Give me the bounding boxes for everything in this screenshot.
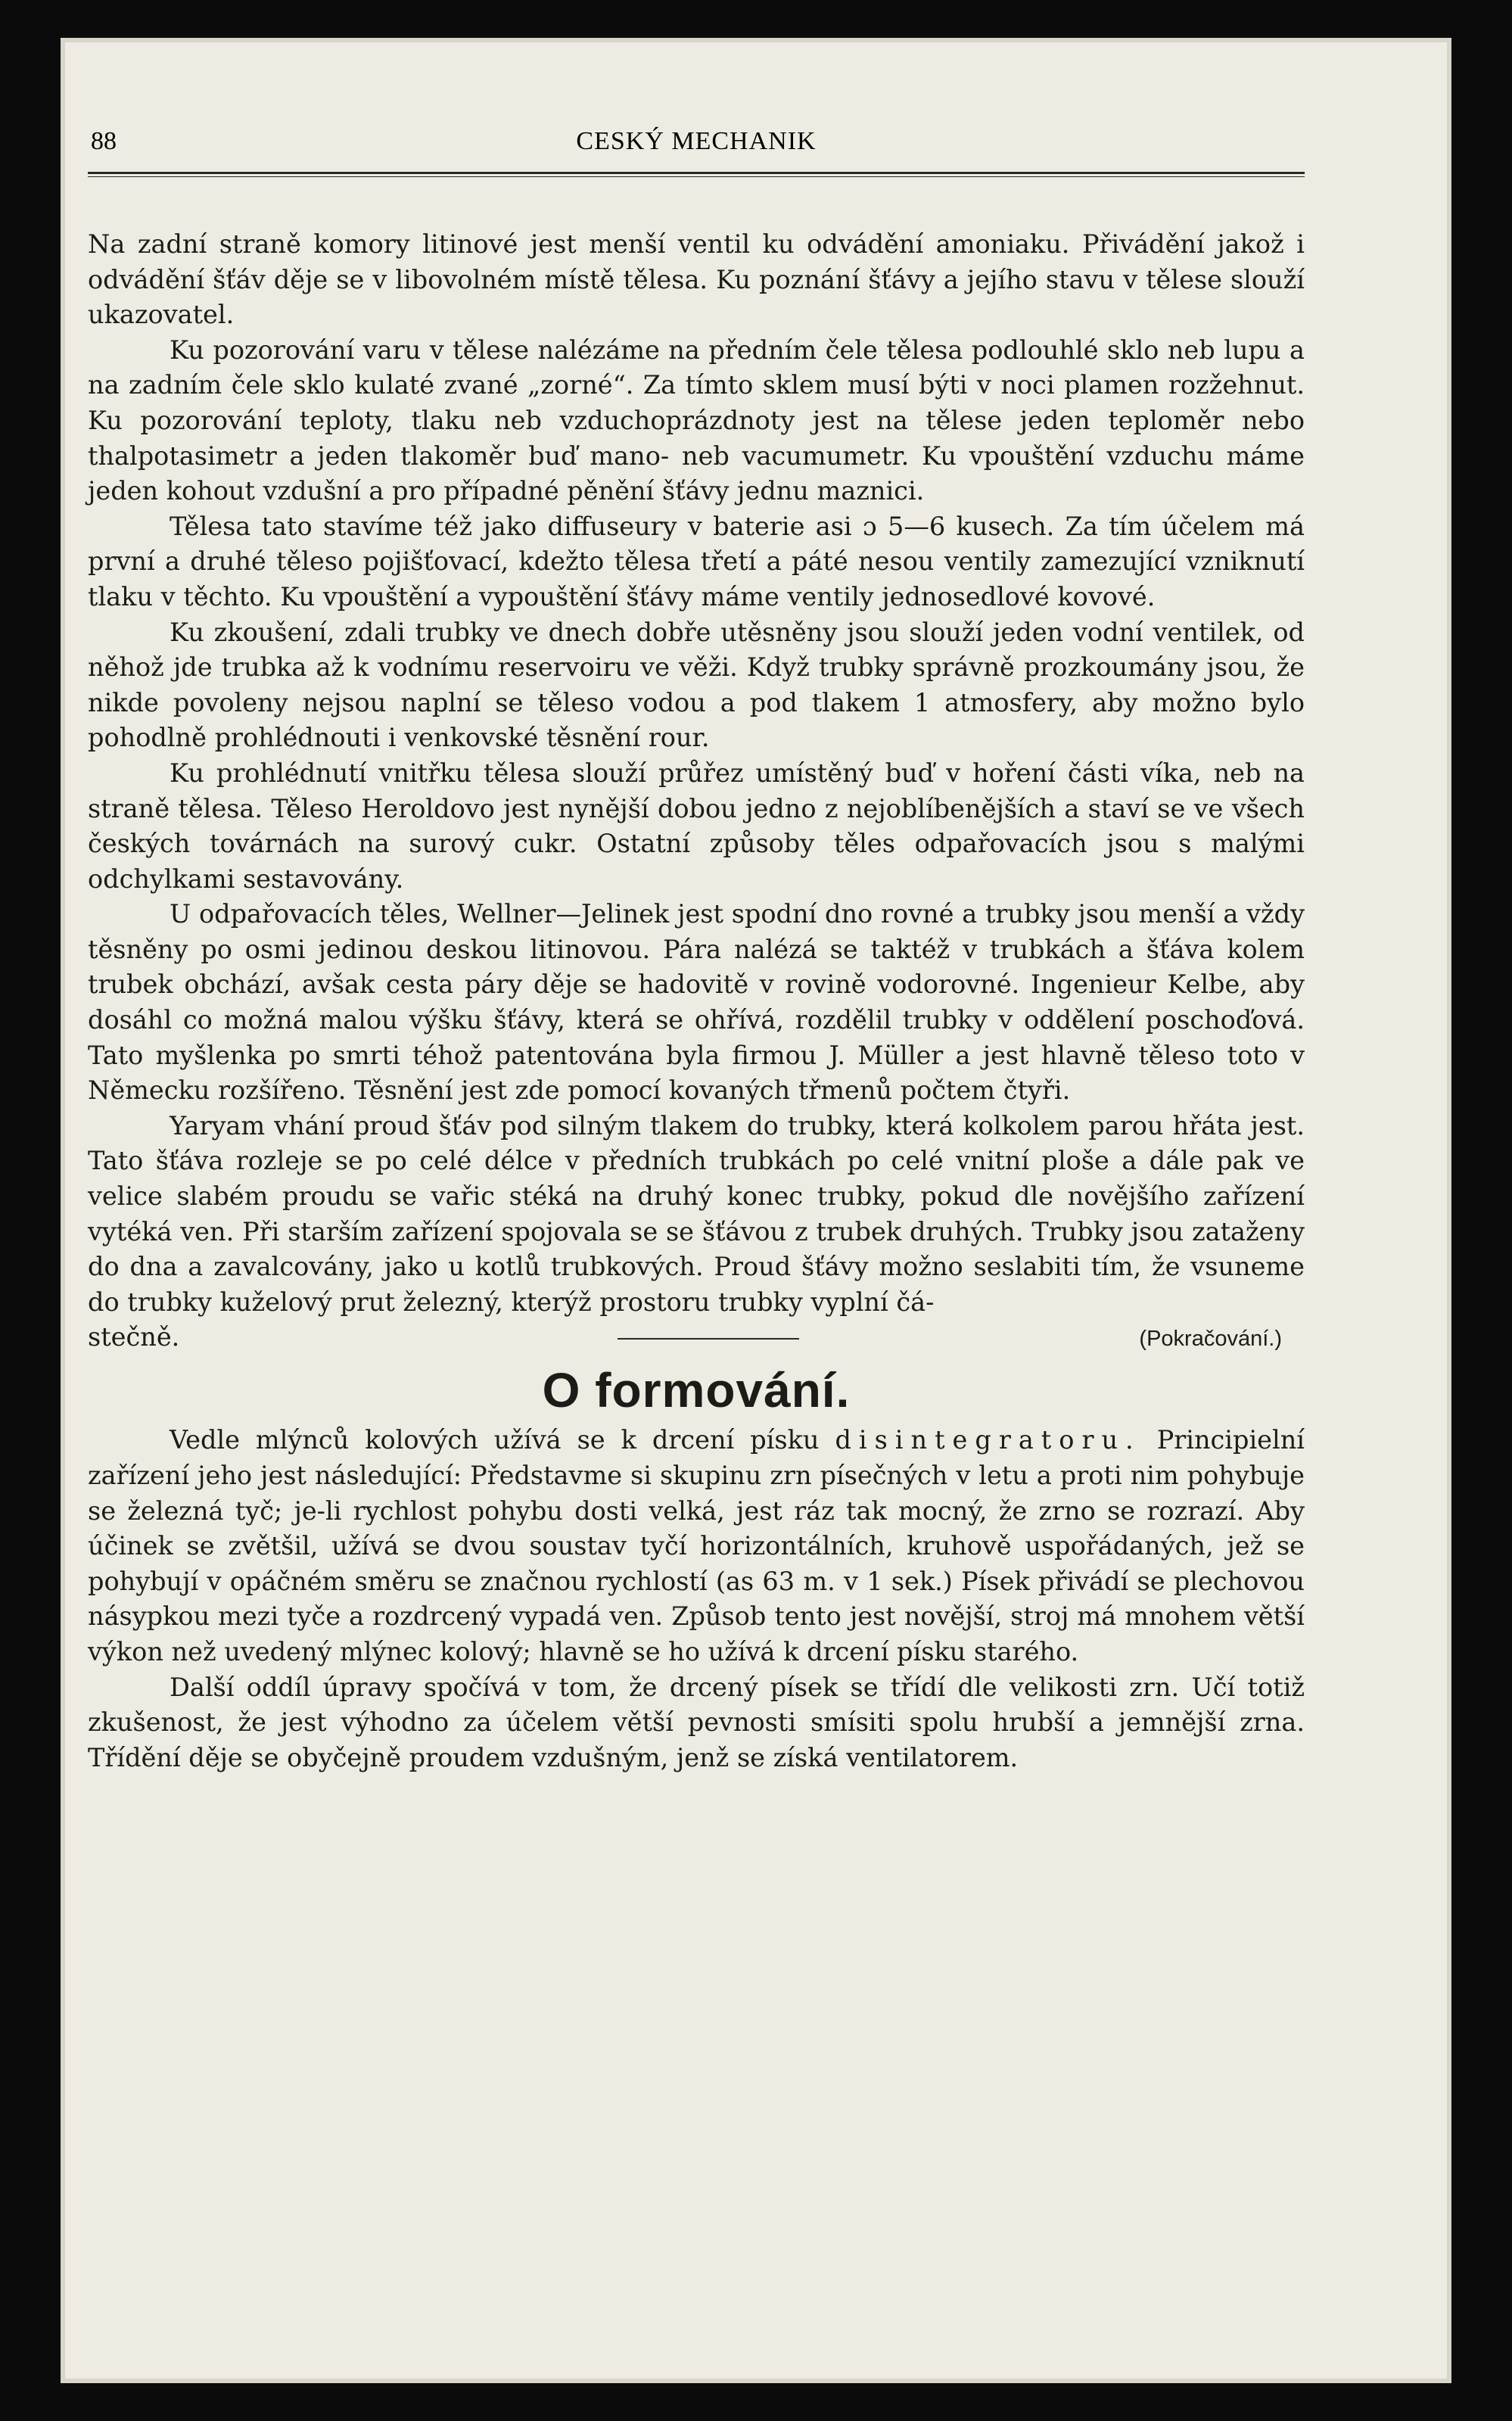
page-number: 88 [91,127,117,155]
running-head [91,127,1302,173]
paragraph: Tělesa tato stavíme též jako diffuseury v baterie asi ɔ 5—6 kusech. Za tím účelem má první a druhé těleso pojišťovací, kdežto tělesa třetí a páté nesou ventily zamezující vzniknutí tlaku v těchto. Ku vpouštění a vypouštění šťávy máme ventily jednosedlové kovové. [88,511,1305,611]
paragraph: Ku pozorování varu v tělese nalézáme na předním čele tělesa podlouhlé sklo neb lupu a na zadním čele sklo kulaté zvané „zorné“. Za tímto sklem musí býti v noci plamen rozžehnut. Ku pozorování teploty, tlaku neb vzduchoprázdnoty jest na tělese jeden teploměr nebo thalpotasimetr a jeden tlakoměr buď mano- neb vacumumetr. Ku vpouštění vzduchu máme jeden kohout vzdušní a pro případné pěnění šťávy jednu maznici. [88,335,1305,506]
section-divider [618,1338,799,1340]
continuation-note: (Pokračování.) [1139,1327,1282,1352]
article-title: O formování. [542,1363,851,1418]
article-o-formovani [88,1361,1305,1775]
paragraph: Další oddíl úpravy spočívá v tom, že drcený písek se třídí dle velikosti zrn. Učí totiž zkušenost, že jest výhodno za účelem větší pevnosti smísiti spolu hrubší a jemnější zrna. Třídění děje se obyčejně proudem vzdušným, jenž se získá ventilatorem. [88,1672,1305,1772]
emphasized-term: disintegratoru. [835,1425,1141,1455]
paragraph-end: stečně. [88,1322,180,1352]
paragraph [88,1423,1305,1669]
paragraph: Yaryam vhání proud šťáv pod silným tlakem do trubky, která kolkolem parou hřáta jest. Tato šťáva rozleje se po celé délce v předních trubkách po celé vnitní ploše a dále pak ve velice slabém proudu se vařic stéká na druhý konec trubky, pokud dle novějšího zařízení vytéká ven. Při starším zařízení spojovala se se šťávou z trubek druhých. Trubky jsou zataženy do dna a zavalcovány, jako u kotlů trubkových. Proud šťávy možno seslabiti tím, že vsuneme do trubky kuželový prut železný, kterýž prostoru trubky vyplní čá- [88,1110,1305,1317]
paragraph-start: Vedle mlýnců kolových užívá se k drcení písku [170,1425,820,1455]
paragraph: U odpařovacích těles, Wellner—Jelinek jest spodní dno rovné a trubky jsou menší a vždy těsněny po osmi jedinou deskou litinovou. Pára nalézá se taktéž v trubkách a šťáva kolem trubek obchází, avšak cesta páry děje se hadovitě v rovině vodorovné. Ingenieur Kelbe, aby dosáhl co možná malou výšku šťávy, která se ohřívá, rozdělil trubky v oddělení poschoďová. Tato myšlenka po smrti téhož patentována byla firmou J. Müller a jest hlavně těleso toto v Německu rozšířeno. Těsnění jest zde pomocí kovaných třmenů počtem čtyři. [88,899,1305,1106]
continuation-line [88,1320,1305,1355]
header-rule [88,172,1305,177]
body-text [88,227,1305,1775]
paragraph-rest: Principielní zařízení jeho jest následující: Představme si skupinu zrn písečných v letu a proti nim pohybuje se železná tyč; je-li rychlost pohybu dosti velká, jest ráz tak mocný, že zrno se rozrazí. Aby účinek se zvětšil, užívá se dvou soustav tyčí horizontálních, kruhově uspořádaných, jež se pohybují v opáčném směru se značnou rychlostí (as 63 m. v 1 sek.) Písek přivádí se plechovou násypkou mezi tyče a rozdrcený vypadá ven. Způsob tento jest novější, stroj má mnohem větší výkon než uvedený mlýnec kolový; hlavně se ho užívá k drcení písku starého. [88,1425,1305,1666]
article-continuation [88,227,1305,1355]
journal-title: CESKÝ MECHANIK [576,127,817,155]
paragraph: Ku prohlédnutí vnitřku tělesa slouží průřez umístěný buď v hoření části víka, neb na straně tělesa. Těleso Heroldovo jest nynější dobou jedno z nejoblíbenějších a staví se ve všech českých továrnách na surový cukr. Ostatní způsoby těles odpařovacích jsou s malými odchylkami sestavovány. [88,758,1305,894]
paragraph: Na zadní straně komory litinové jest menší ventil ku odvádění amoniaku. Přivádění jakož i odvádění šťáv děje se v libovolném místě tělesa. Ku poznání šťávy a jejího stavu v tělese slouží ukazovatel. [88,229,1305,330]
paragraph: Ku zkoušení, zdali trubky ve dnech dobře utěsněny jsou slouží jeden vodní ventilek, od něhož jde trubka až k vodnímu reservoiru ve věži. Když trubky správně prozkoumány jsou, že nikde povoleny nejsou naplní se těleso vodou a pod tlakem 1 atmosfery, aby možno bylo pohodlně prohlédnouti i venkovské těsnění rour. [88,617,1305,753]
